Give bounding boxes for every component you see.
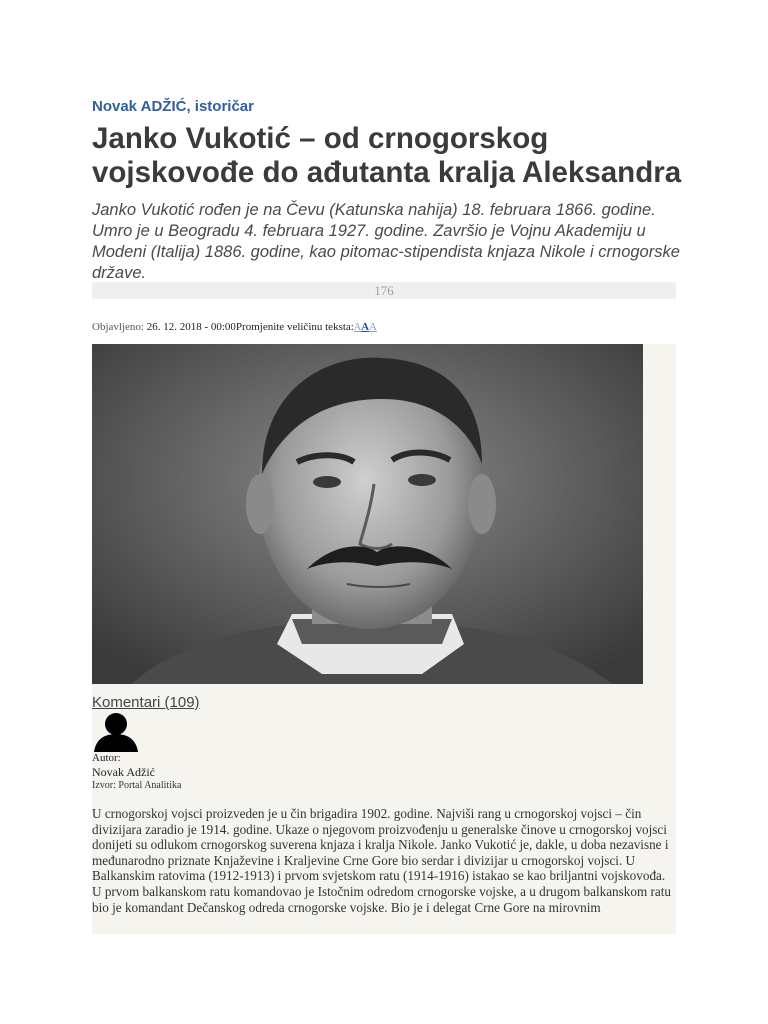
author-avatar bbox=[92, 712, 140, 752]
published-date: 26. 12. 2018 - 00:00 bbox=[143, 321, 236, 333]
author-name: Novak Adžić bbox=[92, 765, 155, 779]
article-meta bbox=[92, 321, 377, 333]
portrait-photo bbox=[92, 344, 643, 684]
author-label: Autor: bbox=[92, 752, 121, 764]
published-label: Objavljeno: bbox=[92, 321, 144, 333]
article-title: Janko Vukotić – od crnogorskog vojskovođe do ađutanta kralja Aleksandra bbox=[92, 122, 682, 189]
article-paragraph: U crnogorskoj vojsci proizveden je u čin brigadira 1902. godine. Najviši rang u crnogorskoj vojsci – čin divizijara zaradio je 1914. godine. Ukaze o njegovom proizvođenju u generalske činove u crnogorskoj vojsci donijeti su odlukom crnogorskog suverena knjaza i kralja Nikole. Janko Vukotić je, dakle, u doba nezavisne i međunarodno priznate Knjaževine i Kraljevine Crne Gore bio serdar i divizijar u crnogorskoj vojsci. U Balkanskim ratovima (1912-1913) i prvom svjetskom ratu (1914-1916) istakao se kao briljantni vojskovođa. U prvom balkanskom ratu komandovao je Istočnim odredom crnogorske vojske, a u drugom balkanskom ratu bio je komandant Dečanskog odreda crnogorske vojske. Bio je i delegat Crne Gore na mirovnim bbox=[92, 806, 672, 915]
text-size-large-link[interactable]: A bbox=[369, 321, 377, 333]
author-byline: Novak ADŽIĆ, istoričar bbox=[92, 98, 254, 115]
view-count-bar bbox=[92, 282, 676, 299]
user-silhouette-icon bbox=[92, 712, 140, 752]
view-count: 176 bbox=[374, 283, 394, 298]
comments-link[interactable]: Komentari (109) bbox=[92, 694, 200, 711]
portrait-image bbox=[92, 344, 643, 684]
author-source: Izvor: Portal Analitika bbox=[92, 780, 182, 791]
text-size-medium-link[interactable]: A bbox=[361, 321, 370, 333]
article-lead: Janko Vukotić rođen je na Čevu (Katunska nahija) 18. februara 1866. godine. Umro je u Beogradu 4. februara 1927. godine. Završio je Vojnu Akademiju u Modeni (Italija) 1886. godine, kao pitomac-stipendista knjaza Nikole i crnogorske države. bbox=[92, 201, 680, 282]
resize-text-label: Promjenite veličinu teksta: bbox=[235, 321, 354, 333]
article-body bbox=[92, 806, 676, 934]
author-box bbox=[92, 752, 181, 792]
text-size-small-link[interactable]: A bbox=[353, 322, 362, 333]
